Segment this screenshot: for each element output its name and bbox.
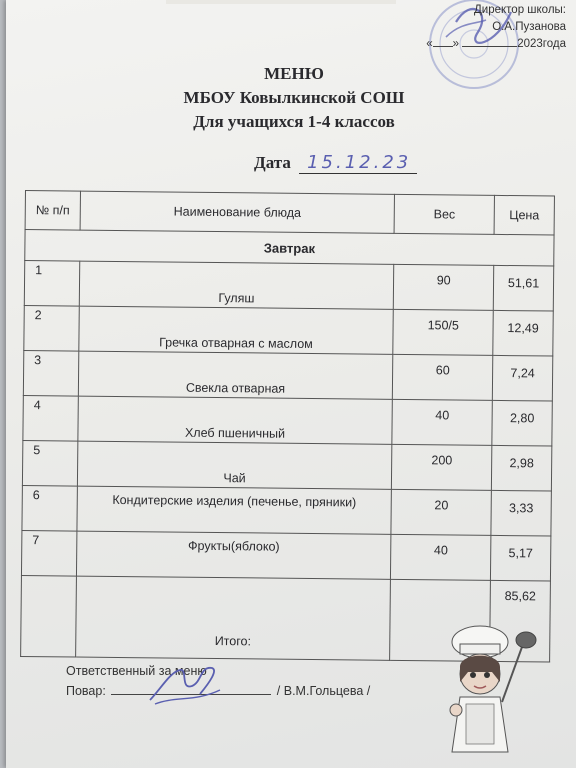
- row-price: 12,49: [493, 310, 553, 356]
- row-weight: 40: [391, 534, 491, 580]
- row-price: 5,17: [490, 535, 550, 581]
- table-row: [24, 305, 553, 356]
- table-row: [21, 530, 550, 581]
- date-value: 15.12.23: [299, 152, 417, 174]
- total-label: Итого:: [76, 576, 391, 660]
- row-num: 6: [22, 485, 77, 531]
- table-header: [25, 191, 554, 236]
- row-name: Фрукты(яблоко): [76, 531, 391, 579]
- chef-girl-mascot-icon: [430, 612, 550, 762]
- row-name: Чай: [77, 441, 392, 489]
- row-name: Гречка отварная с маслом: [79, 306, 394, 354]
- row-price: 3,33: [491, 490, 551, 536]
- row-weight: 90: [394, 264, 494, 310]
- approval-day-blank: [433, 36, 453, 47]
- row-weight: 20: [391, 489, 491, 535]
- row-num: 3: [23, 350, 78, 396]
- approval-block: [396, 2, 566, 53]
- audience: Для учащихся 1-4 классов: [193, 112, 395, 131]
- row-num: 7: [21, 530, 76, 576]
- total-value: 85,62: [490, 580, 551, 662]
- header-price: Цена: [494, 195, 554, 235]
- header-num: № п/п: [25, 191, 80, 231]
- cook-label: Повар:: [66, 684, 106, 698]
- row-price: 2,80: [492, 400, 552, 446]
- handwritten-signature-icon: [140, 660, 230, 710]
- menu-table: [20, 190, 555, 663]
- approval-name: О.А.Пузанова: [492, 21, 566, 33]
- row-num: 1: [24, 261, 79, 307]
- paper-fold: [166, 0, 396, 4]
- row-price: 7,24: [492, 355, 552, 401]
- row-weight: 60: [393, 354, 493, 400]
- date-label: Дата: [254, 153, 291, 172]
- cook-name: / В.М.Гольцева /: [276, 684, 371, 698]
- row-price: 51,61: [493, 265, 553, 311]
- row-num: 2: [24, 305, 79, 351]
- total-num-cell: [21, 575, 77, 657]
- row-num: 5: [22, 440, 77, 486]
- section-breakfast: Завтрак: [25, 230, 554, 267]
- header-name: Наименование блюда: [80, 191, 395, 233]
- date-row: [254, 152, 417, 173]
- row-name: Кондитерские изделия (печенье, пряники): [77, 486, 392, 534]
- responsible-line: Ответственный за меню: [66, 664, 207, 678]
- row-price: 2,98: [491, 445, 551, 491]
- row-weight: 40: [392, 399, 492, 445]
- table-row: [23, 350, 552, 401]
- row-weight: 200: [392, 444, 492, 490]
- row-num: 4: [23, 395, 78, 441]
- approval-date: « » 2023года: [426, 38, 566, 50]
- row-weight: 150/5: [393, 309, 493, 355]
- header-weight: Вес: [394, 194, 494, 234]
- doc-title: МЕНЮ: [264, 64, 324, 83]
- approval-month-blank: [462, 36, 517, 47]
- row-name: Свекла отварная: [78, 351, 393, 399]
- table-row: [23, 395, 552, 446]
- table-row: [22, 440, 551, 491]
- approval-title: Директор школы:: [474, 4, 566, 16]
- row-name: Гуляш: [79, 261, 394, 309]
- table-row: [24, 261, 553, 312]
- row-name: Хлеб пшеничный: [78, 396, 393, 444]
- school-name: МБОУ Ковылкинской СОШ: [183, 88, 405, 107]
- table-row: [22, 485, 551, 536]
